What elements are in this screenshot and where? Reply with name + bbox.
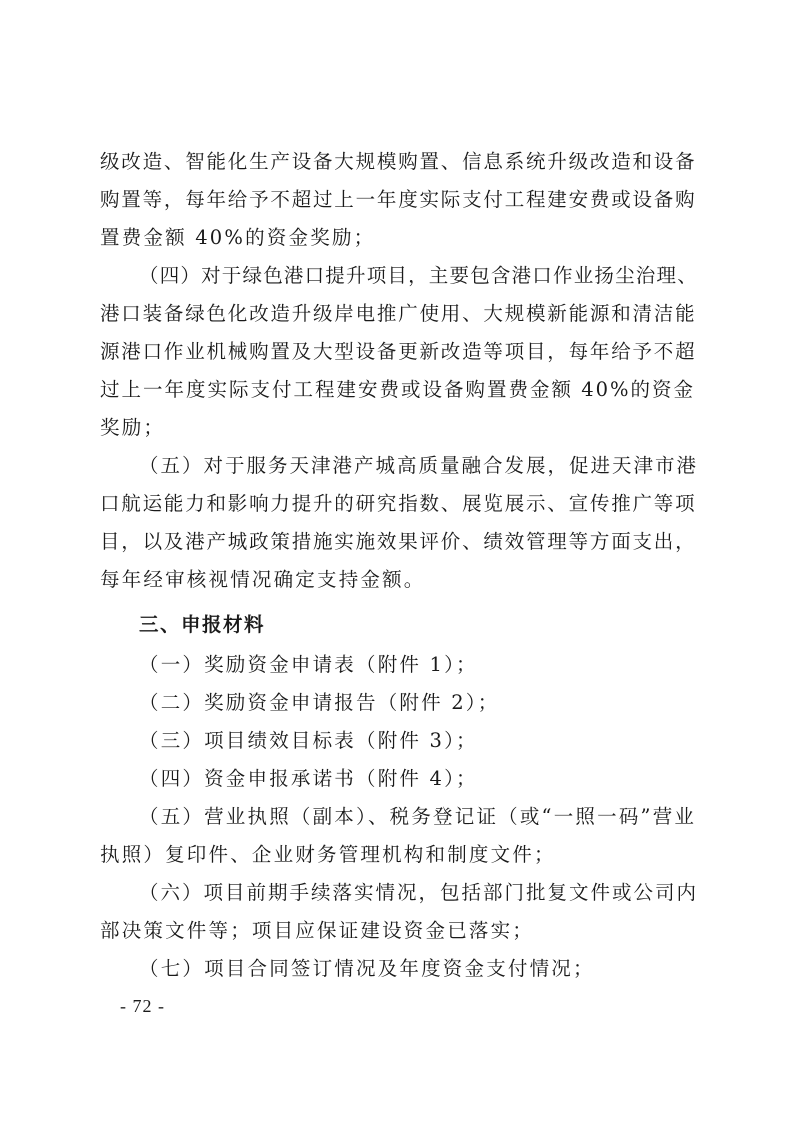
paragraph-item-4: （四）对于绿色港口提升项目，主要包含港口作业扬尘治理、 — [139, 264, 698, 287]
materials-item: （六）项目前期手续落实情况，包括部门批复文件或公司内 — [139, 881, 699, 904]
body-line: 口航运能力和影响力提升的研究指数、展览展示、宣传推广等项 — [100, 492, 697, 515]
body-line: 部决策文件等；项目应保证建设资金已落实； — [100, 919, 535, 942]
materials-item: （二）奖励资金申请报告（附件 2）； — [139, 691, 500, 714]
body-line: 执照）复印件、企业财务管理机构和制度文件； — [100, 843, 556, 866]
page-number: - 72 - — [120, 996, 165, 1016]
materials-item: （三）项目绩效目标表（附件 3）； — [139, 729, 478, 752]
body-line: 目，以及港产城政策措施实施效果评价、绩效管理等方面支出， — [100, 530, 697, 553]
materials-item: （七）项目合同签订情况及年度资金支付情况； — [139, 957, 595, 980]
materials-item: （一）奖励资金申请表（附件 1）； — [139, 653, 478, 676]
body-line: 级改造、智能化生产设备大规模购置、信息系统升级改造和设备 — [100, 150, 697, 173]
body-line: 每年经审核视情况确定支持金额。 — [100, 568, 426, 591]
body-line: 奖励； — [100, 416, 166, 439]
body-line: 港口装备绿色化改造升级岸电推广使用、大规模新能源和清洁能 — [100, 302, 697, 325]
section-heading: 三、申报材料 — [139, 613, 266, 636]
body-line: 置费金额 40%的资金奖励； — [100, 226, 376, 249]
body-line: 购置等，每年给予不超过上一年度实际支付工程建安费或设备购 — [100, 188, 697, 211]
body-line: 过上一年度实际支付工程建安费或设备购置费金额 40%的资金 — [100, 378, 696, 401]
materials-item: （五）营业执照（副本）、税务登记证（或“一照一码”营业 — [139, 805, 697, 828]
materials-item: （四）资金申报承诺书（附件 4）； — [139, 767, 478, 790]
paragraph-item-5: （五）对于服务天津港产城高质量融合发展，促进天津市港 — [139, 454, 699, 477]
body-line: 源港口作业机械购置及大型设备更新改造等项目，每年给予不超 — [100, 340, 697, 363]
